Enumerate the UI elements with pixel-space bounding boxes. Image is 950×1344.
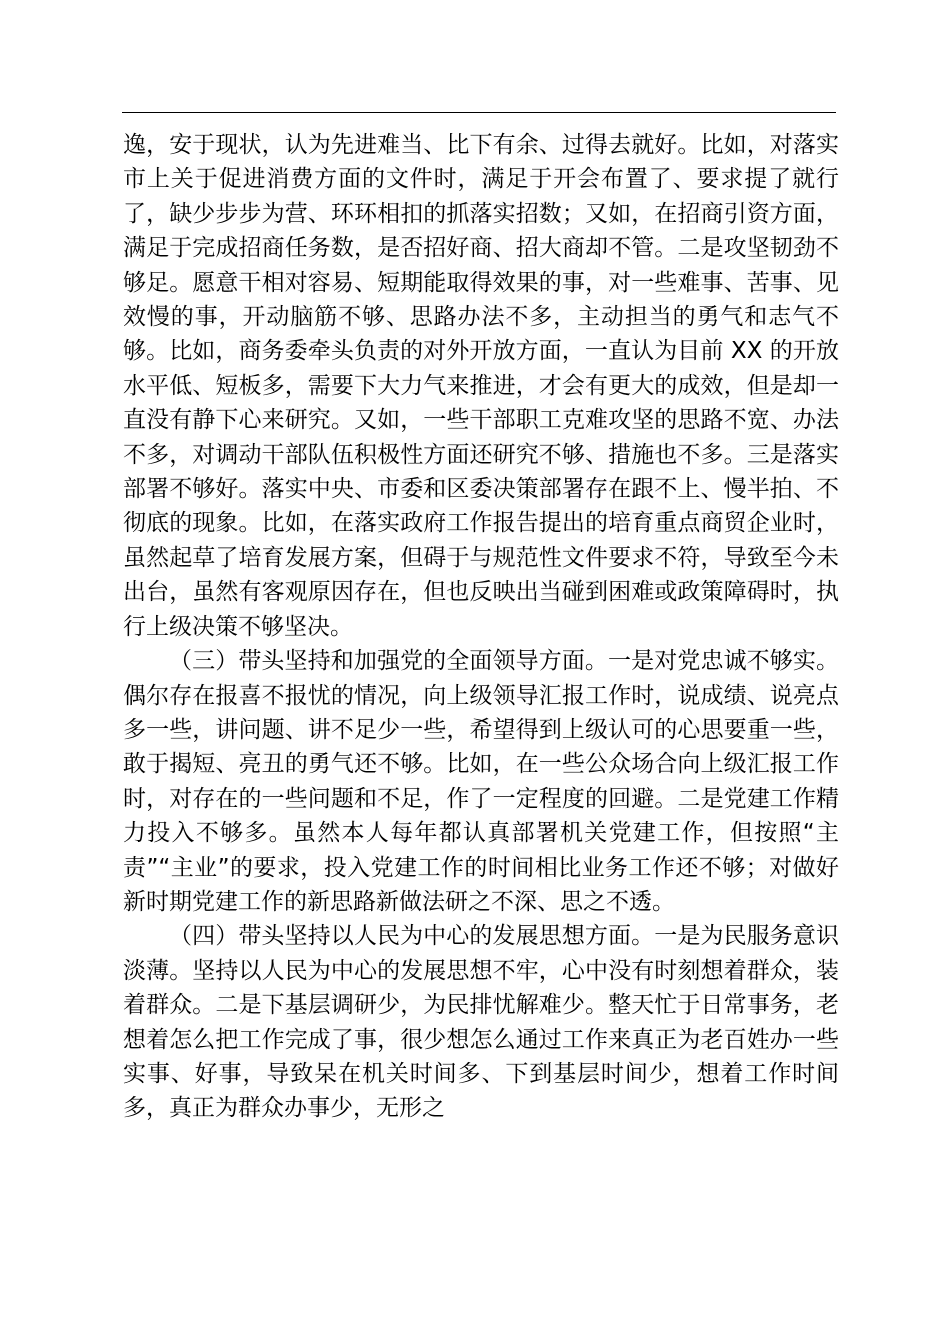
- paragraph-section-four: （四）带头坚持以人民为中心的发展思想方面。一是为民服务意识淡薄。坚持以人民为中心的发展思想不牢，心中没有时刻想着群众，装着群众。二是下基层调研少，为民排忧解难少。整天忙于日常事务，老想着怎么把工作完成了事，很少想怎么通过工作来真正为老百姓办一些实事、好事，导致呆在机关时间多、下到基层时间少，想着工作时间多，真正为群众办事少，无形之: [123, 923, 839, 1122]
- body-text: [123, 128, 839, 1126]
- header-rule: [122, 112, 836, 113]
- paragraph-continuation: 逸，安于现状，认为先进难当、比下有余、过得去就好。比如，对落实市上关于促进消费方面的文件时，满足于开会布置了、要求提了就行了，缺少步步为营、环环相扣的抓落实招数；又如，在招商引资方面，满足于完成招商任务数，是否招好商、招大商却不管。二是攻坚韧劲不够足。愿意干相对容易、短期能取得效果的事，对一些难事、苦事、见效慢的事，开动脑筋不够、思路办法不多，主动担当的勇气和志气不够。比如，商务委牵头负责的对外开放方面，一直认为目前 XX 的开放水平低、短板多，需要下大力气来推进，才会有更大的成效，但是却一直没有静下心来研究。又如，一些干部职工克难攻坚的思路不宽、办法不多，对调动干部队伍积极性方面还研究不够、措施也不多。三是落实部署不够好。落实中央、市委和区委决策部署存在跟不上、慢半拍、不彻底的现象。比如，在落实政府工作报告提出的培育重点商贸企业时，虽然起草了培育发展方案，但碍于与规范性文件要求不符，导致至今未出台，虽然有客观原因存在，但也反映出当碰到困难或政策障碍时，执行上级决策不够坚决。: [123, 132, 839, 640]
- paragraph-section-three: （三）带头坚持和加强党的全面领导方面。一是对党忠诚不够实。偶尔存在报喜不报忧的情况，向上级领导汇报工作时，说成绩、说亮点多一些，讲问题、讲不足少一些，希望得到上级认可的心思要重一些，敢于揭短、亮丑的勇气还不够。比如，在一些公众场合向上级汇报工作时，对存在的一些问题和不足，作了一定程度的回避。二是党建工作精力投入不够多。虽然本人每年都认真部署机关党建工作，但按照“主责”“主业”的要求，投入党建工作的时间相比业务工作还不够；对做好新时期党建工作的新思路新做法研之不深、思之不透。: [123, 648, 839, 915]
